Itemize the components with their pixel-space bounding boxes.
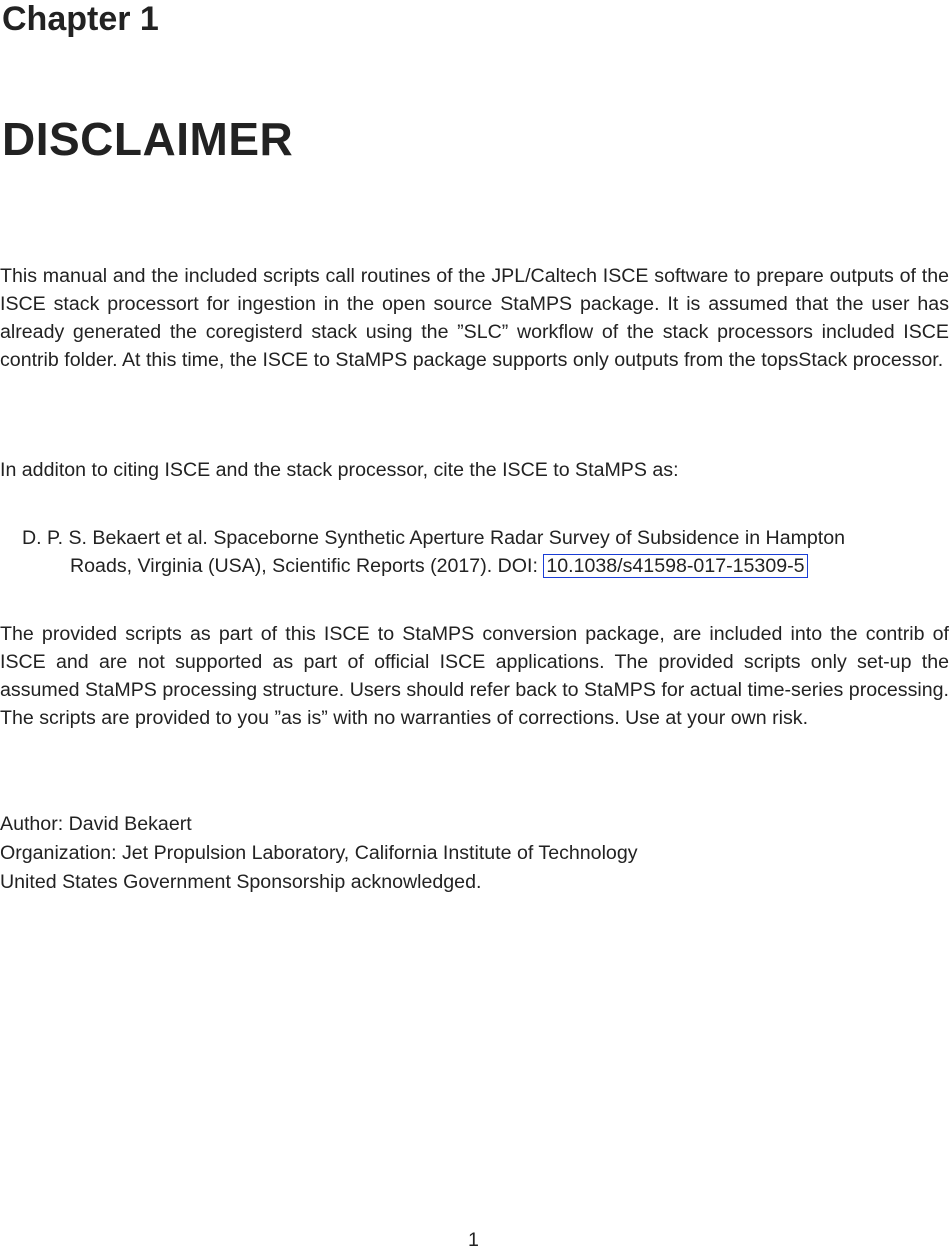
citation-line-2-wrapper [22,552,942,580]
organization-line: Organization: Jet Propulsion Laboratory, California Institute of Technology [0,842,638,864]
citation-line-1: D. P. S. Bekaert et al. Spaceborne Synthetic Aperture Radar Survey of Subsidence in Hampton [22,527,846,549]
author-line: Author: David Bekaert [0,813,192,835]
chapter-title: DISCLAIMER [2,113,294,165]
citation-line-2: Roads, Virginia (USA), Scientific Reports (2017). DOI: [70,555,544,577]
citing-paragraph: In additon to citing ISCE and the stack processor, cite the ISCE to StaMPS as: [0,459,679,481]
support-paragraph: The provided scripts as part of this ISCE to StaMPS conversion package, are included into the contrib of ISCE and are not supported as part of official ISCE applications. The provided scripts only set-up the assumed StaMPS processing structure. Users should refer back to StaMPS for actual time-series processing. The scripts are provided to you ”as is” with no warranties of corrections. Use at your own risk. [0,623,949,729]
chapter-label: Chapter 1 [2,0,159,38]
credits-block [0,810,638,897]
citation-reference [22,524,942,580]
sponsorship-line: United States Government Sponsorship acknowledged. [0,871,482,893]
intro-paragraph: This manual and the included scripts call routines of the JPL/Caltech ISCE software to prepare outputs of the ISCE stack processort for ingestion in the open source StaMPS package. It is assumed that the user has already generated the coregisterd stack using the ”SLC” workflow of the stack processors included ISCE contrib folder. At this time, the ISCE to StaMPS package supports only outputs from the topsStack processor. [0,265,949,371]
doi-link[interactable]: 10.1038/s41598-017-15309-5 [543,554,807,578]
page-number: 1 [468,1229,479,1251]
